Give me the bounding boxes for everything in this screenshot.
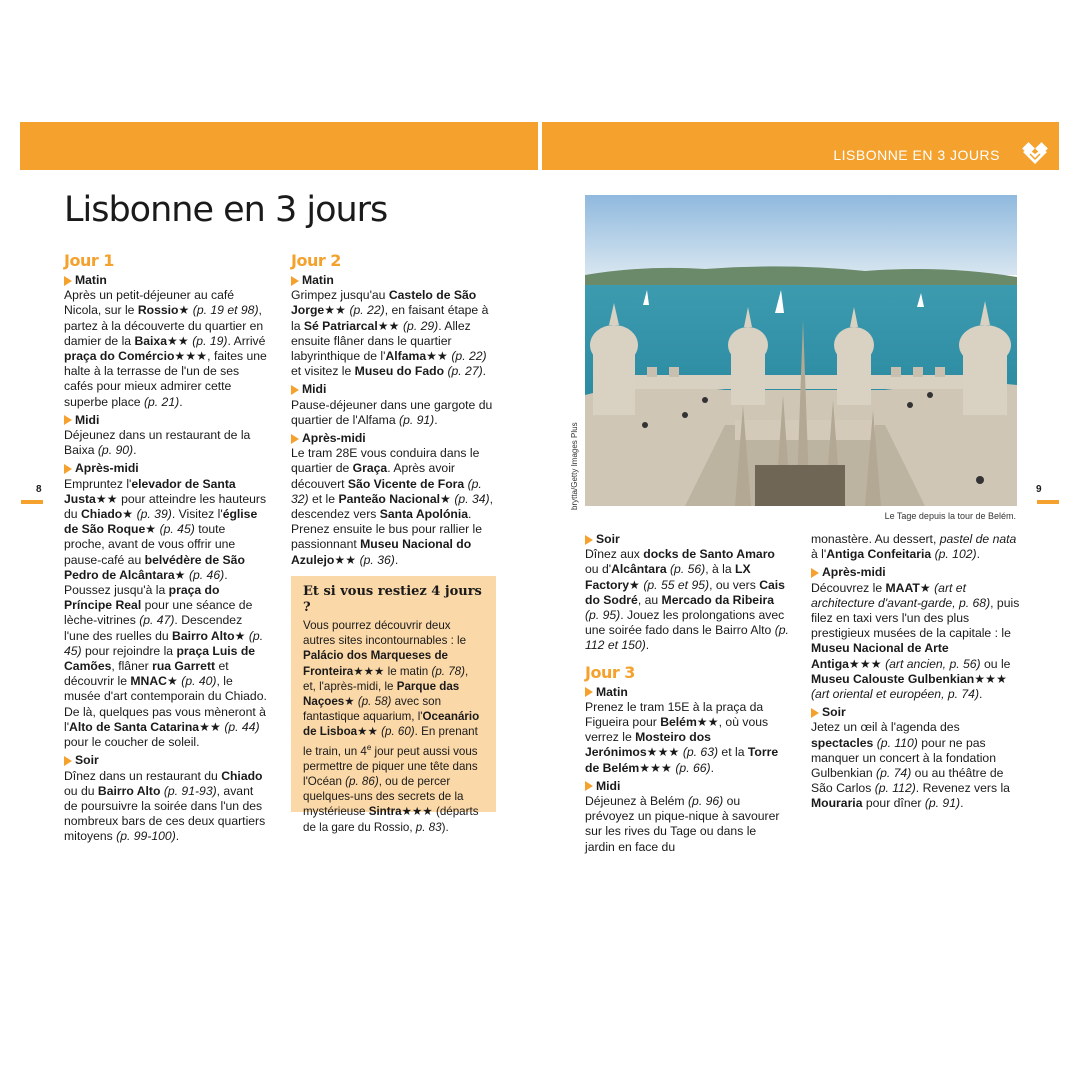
day1-title: Jour 1 [64,251,114,270]
day3-afternoon-text: Découvrez le MAAT★ (art et architecture d'avant-garde, p. 68), puis filez en taxi vers l'un des plus prestigieux musées de la capitale : le Museu Nacional de Arte Antiga★★★ (art ancien, p. 56) ou le Museu Calouste Gulbenkian★★★ (art oriental et européen, p. 74). [811,580,1020,702]
photo-credit: brytta/Getty Images Plus [570,422,579,510]
right-column-2 [811,532,1021,815]
right-column-1 [585,532,789,854]
arrow-icon [291,385,299,395]
arrow-icon [585,781,593,791]
day2-morning-heading: Matin [291,273,497,288]
day1-afternoon-heading: Après-midi [64,461,268,476]
day2-afternoon-heading: Après-midi [291,431,497,446]
page-number-left: 8 [36,484,42,495]
day1-evening-text: Dînez dans un restaurant du Chiado ou du Bairro Alto (p. 91-93), avant de poursuivre la soirée dans l'un des nombreux bars de ces deux quartiers mitoyens (p. 99-100). [64,768,266,844]
page-number-right: 9 [1036,484,1042,495]
day3-evening-heading: Soir [811,705,1021,720]
day2-column [291,252,497,571]
day1-morning-text: Après un petit-déjeuner au café Nicola, sur le Rossio★ (p. 19 et 98), partez à la découverte du quartier en damier de la Baixa★★ (p. 19). Arrivé praça do Comércio★★★, faites une halte à la terrasse de l'un de ses cafés pour mieux admirer cette superbe place (p. 21). [64,288,267,409]
day1-evening-heading: Soir [64,753,268,768]
arrow-icon [585,535,593,545]
arrow-icon [811,708,819,718]
arrow-icon [64,276,72,286]
day3-morning-heading: Matin [585,685,789,700]
header-band-left [20,122,538,170]
day3-morning-text: Prenez le tram 15E à la praça da Figueira pour Belém★★, où vous verrez le Mosteiro dos Jerónimos★★★ (p. 63) et la Torre de Belém★★★ (p. 66). [585,699,779,775]
day1-afternoon-text: Empruntez l'elevador de Santa Justa★★ pour atteindre les hauteurs du Chiado★ (p. 39). Visitez l'église de São Roque★ (p. 45) toute proche, avant de vous offrir une pause-café au belvédère de São Pedro de Alcântara★ (p. 46). Poussez jusqu'à la praça do Príncipe Real pour une séance de lèche-vitrines (p. 47). Descendez l'une des ruelles du Bairro Alto★ (p. 45) pour rejoindre la praça Luis de Camões, flâner rua Garrett et découvrir le MNAC★ (p. 40), le musée d'art contemporain du Chiado. De là, quelques pas vous mèneront à l'Alto de Santa Catarina★★ (p. 44) pour le coucher de soleil. [64,476,267,750]
day3-noon-heading: Midi [585,779,789,794]
info-box-title: Et si vous restiez 4 jours ? [303,584,482,615]
photo-belem-tower [585,195,1017,506]
handshake-icon [1020,140,1050,166]
day2-title: Jour 2 [291,251,341,270]
day3-afternoon-heading: Après-midi [811,565,1021,580]
arrow-icon [291,434,299,444]
page-number-tick-right [1037,500,1059,504]
page-number-tick-left [21,500,43,504]
arrow-icon [291,276,299,286]
day2-noon-text: Pause-déjeuner dans une gargote du quartier de l'Alfama (p. 91). [291,397,493,427]
page-title: Lisbonne en 3 jours [64,190,388,230]
day2-evening-text: Dînez aux docks de Santo Amaro ou d'Alcântara (p. 56), à la LX Factory★ (p. 55 et 95), ou vers Cais do Sodré, au Mercado da Ribeira (p. 95). Jouez les prolongations avec une soirée fado dans le Bairro Alto (p. 112 et 150). [585,547,789,653]
day3-noon-text: Déjeunez à Belém (p. 96) ou prévoyez un pique-nique à savourer sur les rives du Tage ou dans le jardin en face du [585,794,780,854]
day2-noon-heading: Midi [291,382,497,397]
day3-title: Jour 3 [585,662,635,682]
day2-evening-heading: Soir [585,532,789,547]
day1-column [64,252,268,848]
arrow-icon [585,687,593,697]
day2-afternoon-text: Le tram 28E vous conduira dans le quartier de Graça. Après avoir découvert São Vicente de Fora (p. 32) et le Panteão Nacional★ (p. 34), descendez vers Santa Apolónia. Prenez ensuite le bus pour rallier le passionnant Museu Nacional do Azulejo★★ (p. 36). [291,446,493,567]
day1-noon-text: Déjeunez dans un restaurant de la Baixa (p. 90). [64,428,251,458]
photo-caption: Le Tage depuis la tour de Belém. [884,511,1016,521]
arrow-icon [64,415,72,425]
day1-morning-heading: Matin [64,273,268,288]
info-box [291,576,496,834]
running-title: LISBONNE EN 3 JOURS [833,147,1000,163]
info-box-text: Vous pourrez découvrir deux autres sites incontournables : le Palácio dos Marqueses de Fronteira★★★ le matin (p. 78), et, l'après-midi, le Parque das Naçoes★ (p. 58) avec son fantastique aquarium, l'Oceanário de Lisboa★★ (p. 60). En prenant le train, un 4e jour peut aussi vous permettre de piquer une tête dans l'Océan (p. 86), ou de percer quelques-uns des secrets de la mystérieuse Sintra★★★ (départs de la gare du Rossio, p. 83). [303,619,480,834]
day3-evening-text: Jetez un œil à l'agenda des spectacles (p. 110) pour ne pas manquer un concert à la fondation Gulbenkian (p. 74) ou au théâtre de São Carlos (p. 112). Revenez vers la Mouraria pour dîner (p. 91). [811,720,1010,811]
arrow-icon [811,568,819,578]
day2-morning-text: Grimpez jusqu'au Castelo de São Jorge★★ (p. 22), en faisant étape à la Sé Patriarcal★★ (p. 29). Allez ensuite flâner dans le quartier labyrinthique de l'Alfama★★ (p. 22) et visitez le Museu do Fado (p. 27). [291,288,489,379]
arrow-icon [64,756,72,766]
arrow-icon [64,464,72,474]
day1-noon-heading: Midi [64,413,268,428]
day3-noon-continued: monastère. Au dessert, pastel de nata à l'Antiga Confeitaria (p. 102). [811,532,1017,562]
